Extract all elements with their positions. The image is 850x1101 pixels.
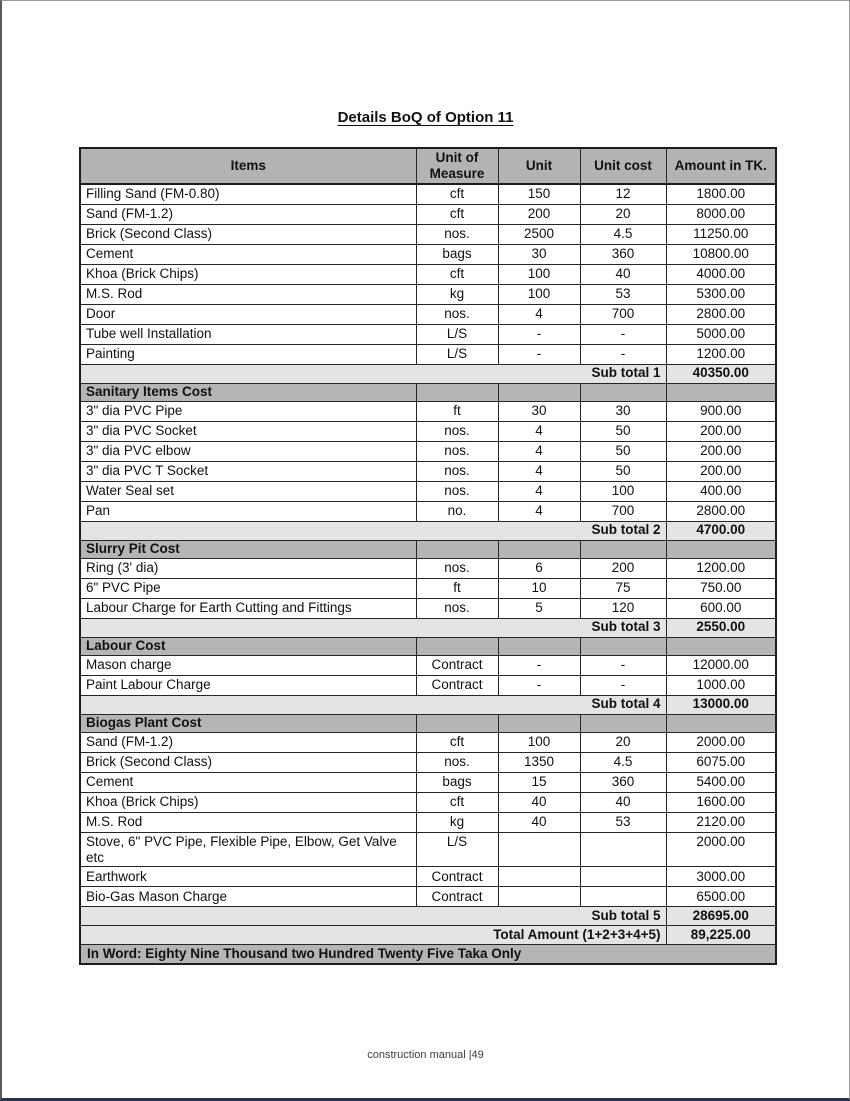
item-name-cell: Sand (FM-1.2)	[80, 204, 416, 224]
unit-cost-cell: 53	[580, 812, 666, 832]
item-name-cell: Bio-Gas Mason Charge	[80, 887, 416, 907]
amount-cell: 11250.00	[666, 224, 776, 244]
unit-cost-cell: 360	[580, 772, 666, 792]
amount-cell: 12000.00	[666, 655, 776, 675]
item-row	[80, 481, 776, 501]
empty-cell	[498, 383, 580, 401]
unit-of-measure-cell: cft	[416, 264, 498, 284]
unit-cost-cell: 40	[580, 264, 666, 284]
unit-cell: 40	[498, 812, 580, 832]
amount-cell: 1800.00	[666, 184, 776, 204]
item-row	[80, 558, 776, 578]
column-header: Amount in TK.	[666, 148, 776, 184]
unit-of-measure-cell: no.	[416, 501, 498, 521]
unit-cell: 1350	[498, 752, 580, 772]
column-header: Unit of Measure	[416, 148, 498, 184]
item-row	[80, 264, 776, 284]
empty-cell	[498, 637, 580, 655]
subtotal-label-cell: Sub total 5	[80, 907, 666, 926]
amount-cell: 1200.00	[666, 558, 776, 578]
subtotal-label-cell: Sub total 3	[80, 618, 666, 637]
amount-cell: 8000.00	[666, 204, 776, 224]
item-name-cell: 3" dia PVC T Socket	[80, 461, 416, 481]
unit-cost-cell: 20	[580, 204, 666, 224]
unit-cell: 4	[498, 501, 580, 521]
subtotal-label-cell: Sub total 4	[80, 695, 666, 714]
amount-cell: 1000.00	[666, 675, 776, 695]
item-row	[80, 244, 776, 264]
empty-cell	[416, 637, 498, 655]
unit-of-measure-cell: L/S	[416, 832, 498, 867]
item-row	[80, 772, 776, 792]
unit-of-measure-cell: cft	[416, 792, 498, 812]
subtotal-amount-cell: 4700.00	[666, 521, 776, 540]
item-row	[80, 304, 776, 324]
item-name-cell: Earthwork	[80, 867, 416, 887]
item-name-cell: 6" PVC Pipe	[80, 578, 416, 598]
subtotal-amount-cell: 28695.00	[666, 907, 776, 926]
amount-cell: 750.00	[666, 578, 776, 598]
unit-cell: 6	[498, 558, 580, 578]
unit-cell: 30	[498, 244, 580, 264]
unit-of-measure-cell: cft	[416, 204, 498, 224]
amount-cell: 5300.00	[666, 284, 776, 304]
column-header: Unit	[498, 148, 580, 184]
unit-cell: 2500	[498, 224, 580, 244]
amount-cell: 2800.00	[666, 501, 776, 521]
unit-of-measure-cell: nos.	[416, 421, 498, 441]
item-row	[80, 501, 776, 521]
unit-cell: 10	[498, 578, 580, 598]
empty-cell	[498, 540, 580, 558]
amount-cell: 600.00	[666, 598, 776, 618]
item-row	[80, 324, 776, 344]
unit-of-measure-cell: bags	[416, 244, 498, 264]
item-row	[80, 441, 776, 461]
subtotal-amount-cell: 40350.00	[666, 364, 776, 383]
subtotal-label-cell: Sub total 1	[80, 364, 666, 383]
unit-cell	[498, 867, 580, 887]
item-name-cell: Pan	[80, 501, 416, 521]
item-name-cell: Cement	[80, 772, 416, 792]
unit-cell: 100	[498, 284, 580, 304]
unit-cost-cell: 700	[580, 304, 666, 324]
unit-of-measure-cell: Contract	[416, 675, 498, 695]
item-name-cell: Paint Labour Charge	[80, 675, 416, 695]
unit-of-measure-cell: nos.	[416, 304, 498, 324]
unit-cell: -	[498, 344, 580, 364]
amount-cell: 2120.00	[666, 812, 776, 832]
item-name-cell: Cement	[80, 244, 416, 264]
empty-cell	[580, 637, 666, 655]
subtotal-amount-cell: 13000.00	[666, 695, 776, 714]
unit-cost-cell: -	[580, 655, 666, 675]
item-row	[80, 598, 776, 618]
unit-cost-cell: 100	[580, 481, 666, 501]
amount-cell: 200.00	[666, 461, 776, 481]
item-name-cell: Filling Sand (FM-0.80)	[80, 184, 416, 204]
unit-of-measure-cell: ft	[416, 578, 498, 598]
section-header-row	[80, 637, 776, 655]
amount-cell: 900.00	[666, 401, 776, 421]
unit-cost-cell: 30	[580, 401, 666, 421]
unit-cost-cell: 50	[580, 441, 666, 461]
subtotal-row	[80, 521, 776, 540]
item-row	[80, 224, 776, 244]
subtotal-row	[80, 907, 776, 926]
item-row	[80, 887, 776, 907]
empty-cell	[416, 714, 498, 732]
section-header-row	[80, 540, 776, 558]
unit-cost-cell: 40	[580, 792, 666, 812]
amount-cell: 200.00	[666, 421, 776, 441]
unit-cost-cell: 75	[580, 578, 666, 598]
unit-cost-cell: 120	[580, 598, 666, 618]
amount-cell: 400.00	[666, 481, 776, 501]
amount-cell: 2800.00	[666, 304, 776, 324]
subtotal-label-cell: Sub total 2	[80, 521, 666, 540]
unit-cost-cell: -	[580, 344, 666, 364]
unit-of-measure-cell: bags	[416, 772, 498, 792]
total-label-cell: Total Amount (1+2+3+4+5)	[80, 926, 666, 945]
item-name-cell: Labour Charge for Earth Cutting and Fittings	[80, 598, 416, 618]
section-title-cell: Slurry Pit Cost	[80, 540, 416, 558]
header-row	[80, 148, 776, 184]
section-header-row	[80, 714, 776, 732]
section-title-cell: Sanitary Items Cost	[80, 383, 416, 401]
item-name-cell: 3" dia PVC Socket	[80, 421, 416, 441]
unit-cell: 5	[498, 598, 580, 618]
unit-cell: -	[498, 324, 580, 344]
unit-cell: 15	[498, 772, 580, 792]
unit-cost-cell: 50	[580, 421, 666, 441]
section-title-cell: Biogas Plant Cost	[80, 714, 416, 732]
item-name-cell: Tube well Installation	[80, 324, 416, 344]
unit-cost-cell: 20	[580, 732, 666, 752]
page-title: Details BoQ of Option 11	[337, 109, 514, 126]
unit-cost-cell: 53	[580, 284, 666, 304]
unit-cost-cell: 50	[580, 461, 666, 481]
unit-cost-cell	[580, 867, 666, 887]
item-row	[80, 421, 776, 441]
amount-cell: 4000.00	[666, 264, 776, 284]
unit-of-measure-cell: kg	[416, 284, 498, 304]
unit-cell: -	[498, 675, 580, 695]
item-name-cell: 3" dia PVC Pipe	[80, 401, 416, 421]
amount-cell: 6500.00	[666, 887, 776, 907]
column-header: Items	[80, 148, 416, 184]
unit-cost-cell	[580, 887, 666, 907]
amount-cell: 5400.00	[666, 772, 776, 792]
unit-cost-cell: -	[580, 675, 666, 695]
item-row	[80, 284, 776, 304]
amount-cell: 200.00	[666, 441, 776, 461]
unit-of-measure-cell: Contract	[416, 867, 498, 887]
item-row	[80, 732, 776, 752]
item-name-cell: Stove, 6" PVC Pipe, Flexible Pipe, Elbow, Get Valve etc	[80, 832, 416, 867]
empty-cell	[666, 714, 776, 732]
footer-text: construction manual |49	[367, 1049, 484, 1061]
amount-cell: 5000.00	[666, 324, 776, 344]
unit-cell	[498, 832, 580, 867]
item-name-cell: Painting	[80, 344, 416, 364]
unit-cell: 40	[498, 792, 580, 812]
amount-cell: 1200.00	[666, 344, 776, 364]
empty-cell	[666, 383, 776, 401]
item-row	[80, 832, 776, 867]
unit-cost-cell: 4.5	[580, 224, 666, 244]
unit-cost-cell: 4.5	[580, 752, 666, 772]
item-name-cell: Ring (3' dia)	[80, 558, 416, 578]
unit-cell: 4	[498, 304, 580, 324]
item-row	[80, 752, 776, 772]
item-name-cell: Water Seal set	[80, 481, 416, 501]
item-name-cell: M.S. Rod	[80, 284, 416, 304]
item-row	[80, 655, 776, 675]
subtotal-amount-cell: 2550.00	[666, 618, 776, 637]
unit-of-measure-cell: nos.	[416, 441, 498, 461]
item-row	[80, 867, 776, 887]
unit-cell: 4	[498, 461, 580, 481]
unit-cell: 150	[498, 184, 580, 204]
amount-in-words-row	[80, 945, 776, 964]
item-row	[80, 344, 776, 364]
unit-cell: 4	[498, 421, 580, 441]
unit-of-measure-cell: L/S	[416, 344, 498, 364]
total-amount-cell: 89,225.00	[666, 926, 776, 945]
amount-cell: 2000.00	[666, 732, 776, 752]
unit-of-measure-cell: cft	[416, 732, 498, 752]
amount-cell: 10800.00	[666, 244, 776, 264]
unit-of-measure-cell: Contract	[416, 655, 498, 675]
unit-of-measure-cell: nos.	[416, 224, 498, 244]
amount-cell: 1600.00	[666, 792, 776, 812]
empty-cell	[666, 540, 776, 558]
unit-cost-cell: -	[580, 324, 666, 344]
empty-cell	[580, 383, 666, 401]
unit-of-measure-cell: cft	[416, 184, 498, 204]
item-name-cell: Sand (FM-1.2)	[80, 732, 416, 752]
item-name-cell: Khoa (Brick Chips)	[80, 792, 416, 812]
item-row	[80, 792, 776, 812]
unit-of-measure-cell: ft	[416, 401, 498, 421]
total-row	[80, 926, 776, 945]
unit-cell	[498, 887, 580, 907]
item-row	[80, 578, 776, 598]
unit-of-measure-cell: nos.	[416, 481, 498, 501]
item-name-cell: Brick (Second Class)	[80, 224, 416, 244]
table-header	[80, 148, 776, 184]
unit-cost-cell: 200	[580, 558, 666, 578]
item-row	[80, 401, 776, 421]
amount-in-words-cell: In Word: Eighty Nine Thousand two Hundred Twenty Five Taka Only	[80, 945, 776, 964]
item-row	[80, 184, 776, 204]
unit-cell: 200	[498, 204, 580, 224]
unit-of-measure-cell: nos.	[416, 598, 498, 618]
unit-cell: 100	[498, 732, 580, 752]
subtotal-row	[80, 364, 776, 383]
boq-table-wrapper	[79, 147, 775, 965]
amount-cell: 2000.00	[666, 832, 776, 867]
unit-cell: 4	[498, 441, 580, 461]
unit-of-measure-cell: L/S	[416, 324, 498, 344]
unit-of-measure-cell: nos.	[416, 752, 498, 772]
section-header-row	[80, 383, 776, 401]
item-row	[80, 204, 776, 224]
unit-cost-cell: 700	[580, 501, 666, 521]
item-name-cell: Brick (Second Class)	[80, 752, 416, 772]
empty-cell	[580, 540, 666, 558]
item-name-cell: Khoa (Brick Chips)	[80, 264, 416, 284]
unit-cell: -	[498, 655, 580, 675]
unit-cost-cell	[580, 832, 666, 867]
empty-cell	[416, 540, 498, 558]
unit-of-measure-cell: nos.	[416, 558, 498, 578]
subtotal-row	[80, 695, 776, 714]
section-title-cell: Labour Cost	[80, 637, 416, 655]
amount-cell: 6075.00	[666, 752, 776, 772]
subtotal-row	[80, 618, 776, 637]
unit-of-measure-cell: Contract	[416, 887, 498, 907]
item-name-cell: Door	[80, 304, 416, 324]
amount-cell: 3000.00	[666, 867, 776, 887]
table-body	[80, 184, 776, 964]
empty-cell	[416, 383, 498, 401]
page-footer	[2, 1049, 849, 1061]
item-row	[80, 675, 776, 695]
column-header: Unit cost	[580, 148, 666, 184]
unit-cell: 30	[498, 401, 580, 421]
unit-cost-cell: 12	[580, 184, 666, 204]
unit-cell: 100	[498, 264, 580, 284]
empty-cell	[666, 637, 776, 655]
item-name-cell: Mason charge	[80, 655, 416, 675]
unit-of-measure-cell: nos.	[416, 461, 498, 481]
item-row	[80, 461, 776, 481]
item-row	[80, 812, 776, 832]
unit-cost-cell: 360	[580, 244, 666, 264]
unit-of-measure-cell: kg	[416, 812, 498, 832]
empty-cell	[580, 714, 666, 732]
empty-cell	[498, 714, 580, 732]
item-name-cell: 3" dia PVC elbow	[80, 441, 416, 461]
unit-cell: 4	[498, 481, 580, 501]
boq-table	[79, 147, 777, 965]
item-name-cell: M.S. Rod	[80, 812, 416, 832]
